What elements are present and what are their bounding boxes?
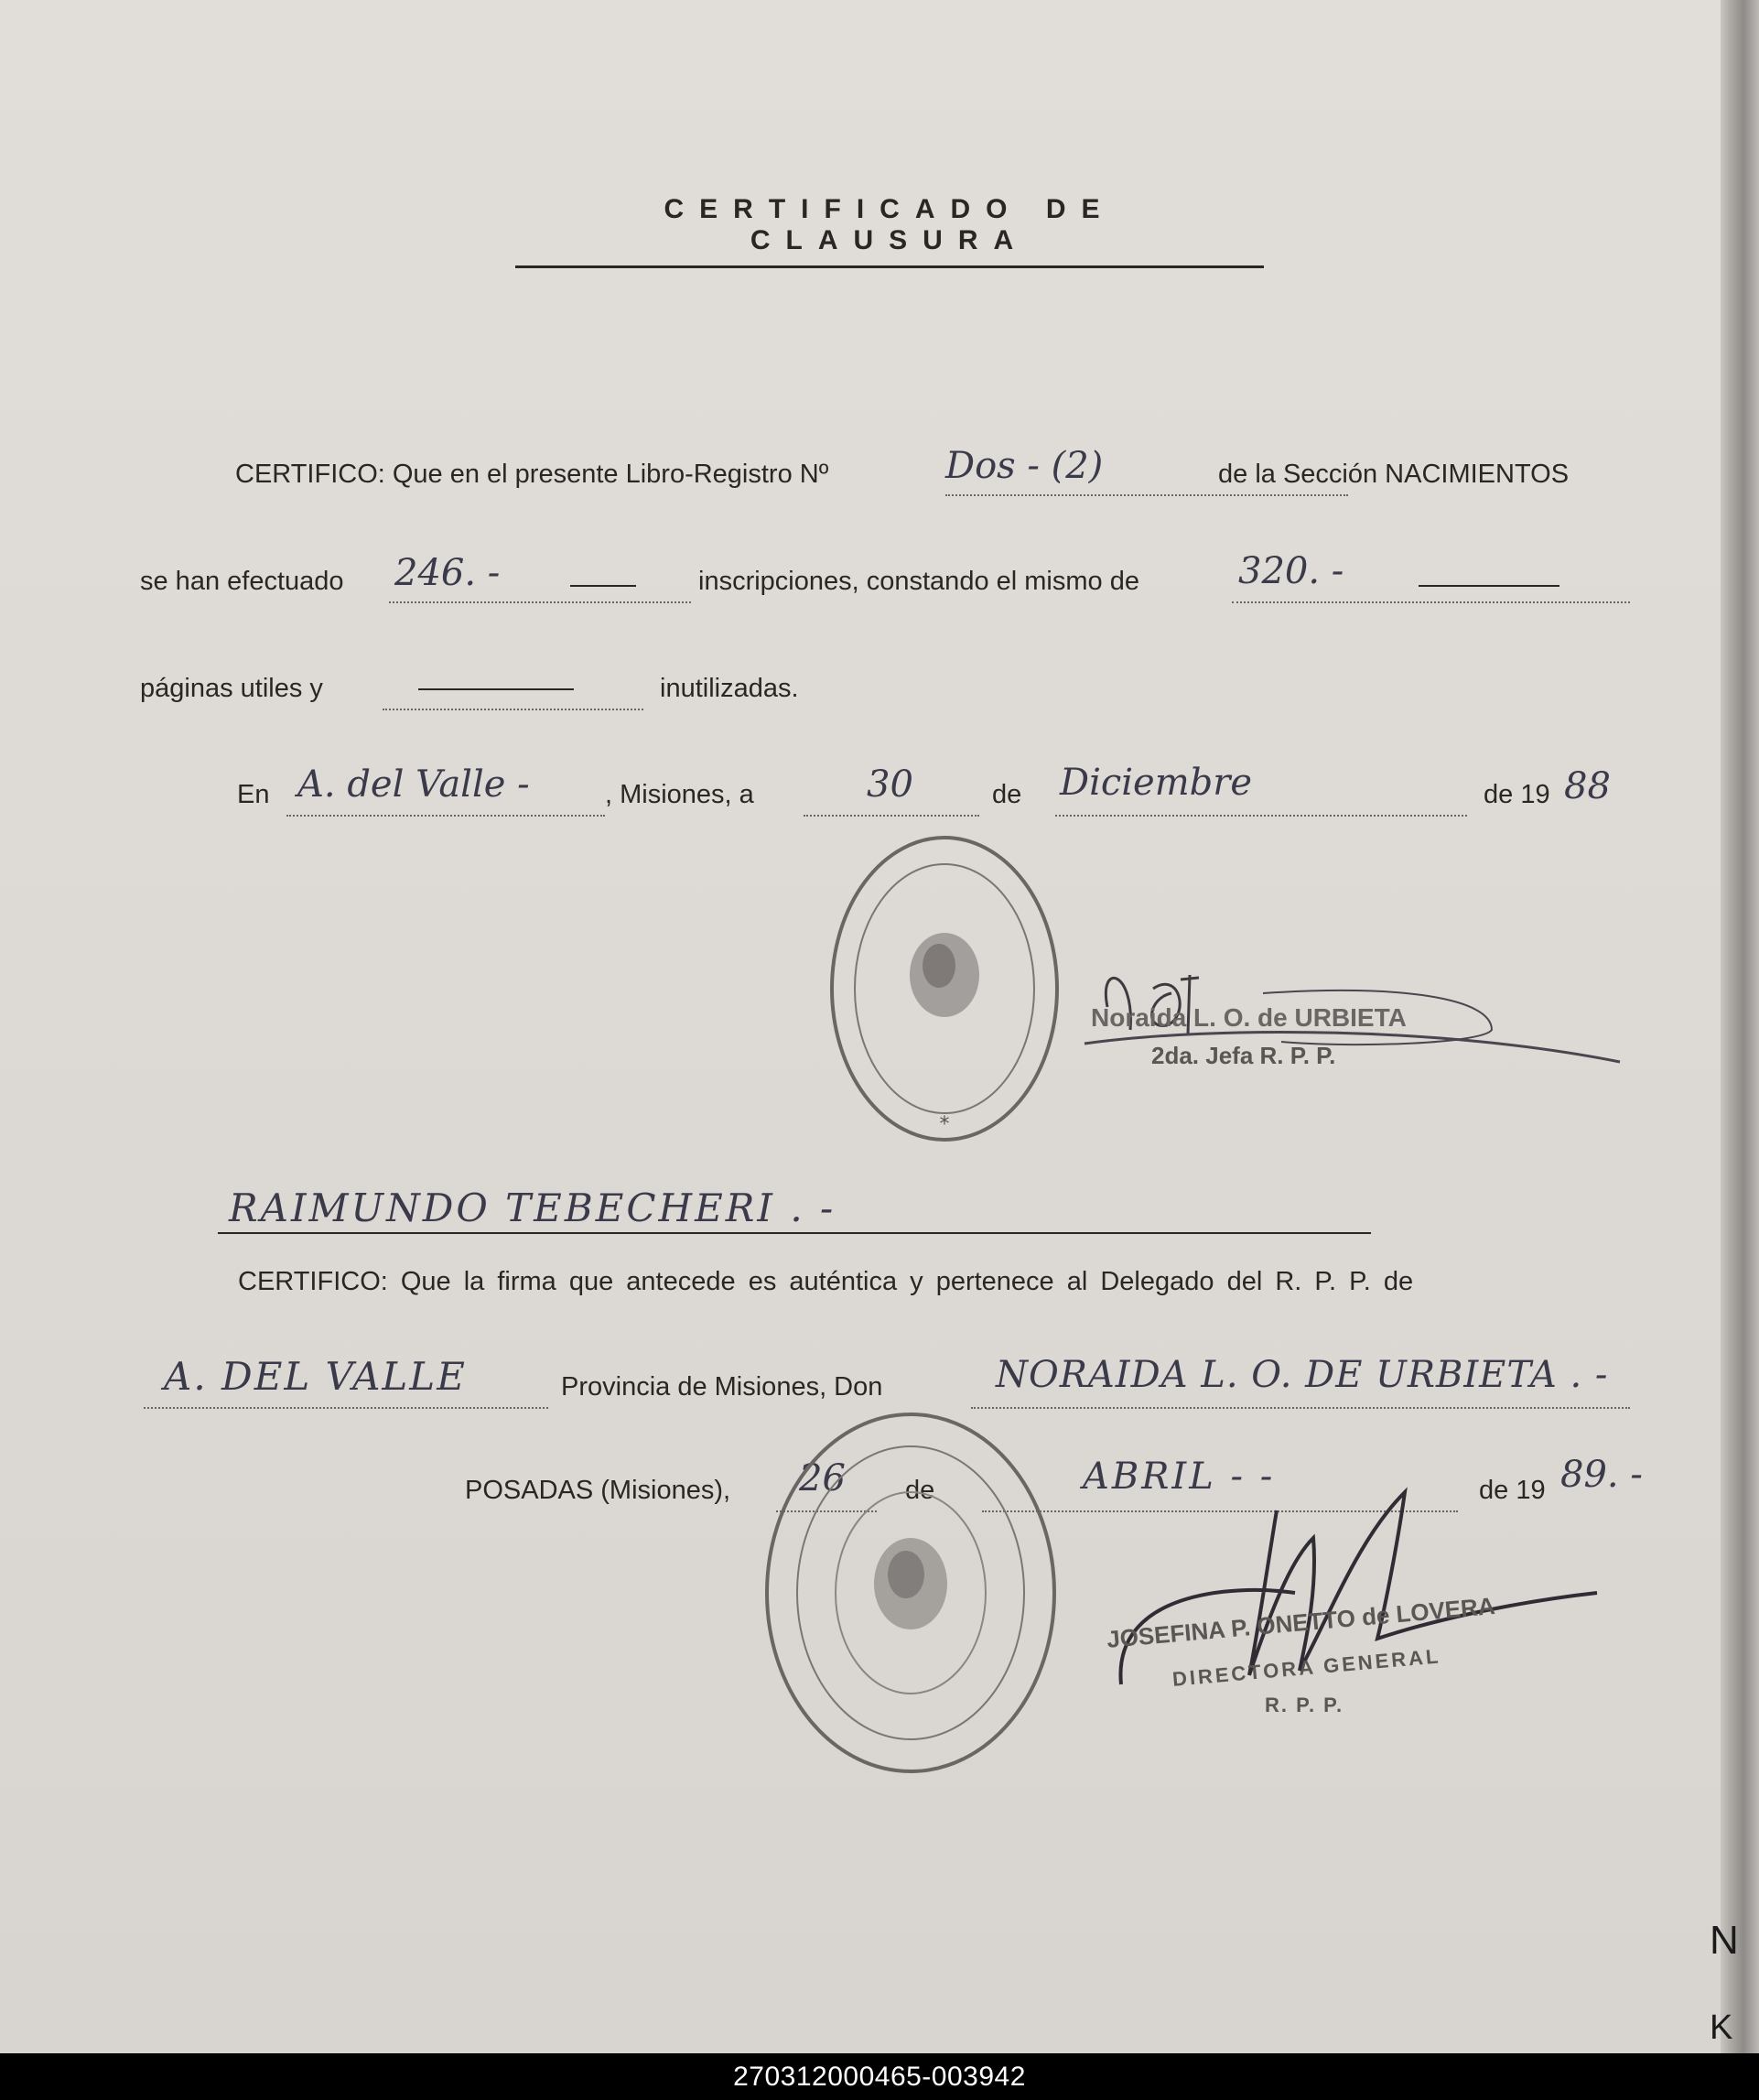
second-month-handwritten: ABRIL - - [1083, 1456, 1276, 1498]
second-de-label: de [905, 1476, 935, 1505]
registry-seal-1 [824, 828, 1066, 1149]
director-org-stamp: R. P. P. [1265, 1694, 1344, 1716]
officer-title-stamp: 2da. Jefa R. P. P. [1151, 1042, 1336, 1069]
pages-total-dash [1419, 585, 1559, 587]
paginas-text: páginas utiles y [140, 674, 323, 703]
provincia-text: Provincia de Misiones, Don [561, 1372, 883, 1402]
place-date-line-1 [140, 762, 1630, 829]
misiones-text: , Misiones, a [605, 780, 754, 809]
de-label: de [992, 780, 1022, 809]
efectuado-text: se han efectuado [140, 567, 344, 596]
second-certifico-line [140, 1265, 1630, 1316]
constando-text: inscripciones, constando el mismo de [698, 567, 1139, 596]
month-handwritten: Diciembre [1060, 762, 1253, 804]
certifico-line-3 [140, 672, 1630, 723]
document-title: CERTIFICADO DE CLAUSURA [515, 194, 1264, 268]
inscriptions-count: 246. - [394, 552, 501, 594]
don-name-handwritten: NORAIDA L. O. DE URBIETA . - [996, 1354, 1609, 1396]
delegate-name-line [218, 1232, 1371, 1234]
posadas-text: POSADAS (Misiones), [465, 1476, 731, 1505]
director-name-stamp: JOSEFINA P. ONETTO de LOVERA [1106, 1591, 1496, 1653]
page-edge [1721, 0, 1759, 2053]
delegate-signature-name: RAIMUNDO TEBECHERI . - [229, 1185, 836, 1230]
inutilizadas-dash [418, 688, 574, 690]
second-place-handwritten: A. DEL VALLE [164, 1354, 467, 1399]
svg-text:*: * [939, 1113, 950, 1136]
certifico-line-1 [140, 445, 1630, 509]
inscriptions-dash [570, 585, 636, 587]
second-day-handwritten: 26 [799, 1457, 846, 1499]
year-handwritten: 88 [1564, 765, 1611, 807]
pages-total: 320. - [1238, 550, 1344, 592]
edge-mark-bottom: K [1710, 2008, 1733, 2047]
scan-id-footer: 270312000465-003942 [0, 2053, 1759, 2100]
day-handwritten: 30 [867, 763, 913, 806]
year-prefix: de 19 [1484, 780, 1550, 809]
inutilizadas-text: inutilizadas. [660, 674, 799, 703]
en-label: En [237, 780, 270, 809]
second-year-handwritten: 89. - [1560, 1454, 1643, 1496]
inutilizadas-blank [383, 672, 643, 710]
place-handwritten: A. del Valle - [297, 763, 530, 806]
registry-seal-2 [760, 1405, 1062, 1781]
seccion-text: de la Sección NACIMIENTOS [1218, 460, 1570, 489]
officer-name-stamp: Noraida L. O. de URBIETA [1091, 1003, 1407, 1032]
libro-text: CERTIFICO: Que en el presente Libro-Registro Nº [235, 460, 829, 489]
libro-number: Dos - (2) [945, 445, 1104, 487]
director-title-stamp: DIRECTORA GENERAL [1171, 1644, 1442, 1691]
edge-mark-top: N [1710, 1918, 1739, 1963]
second-year-prefix: de 19 [1479, 1476, 1546, 1505]
certifico-line-2 [140, 550, 1630, 616]
second-certifico-text: CERTIFICO: Que la firma que antecede es auténtica y pertenece al Delegado del R. P. P. de [238, 1267, 1414, 1296]
